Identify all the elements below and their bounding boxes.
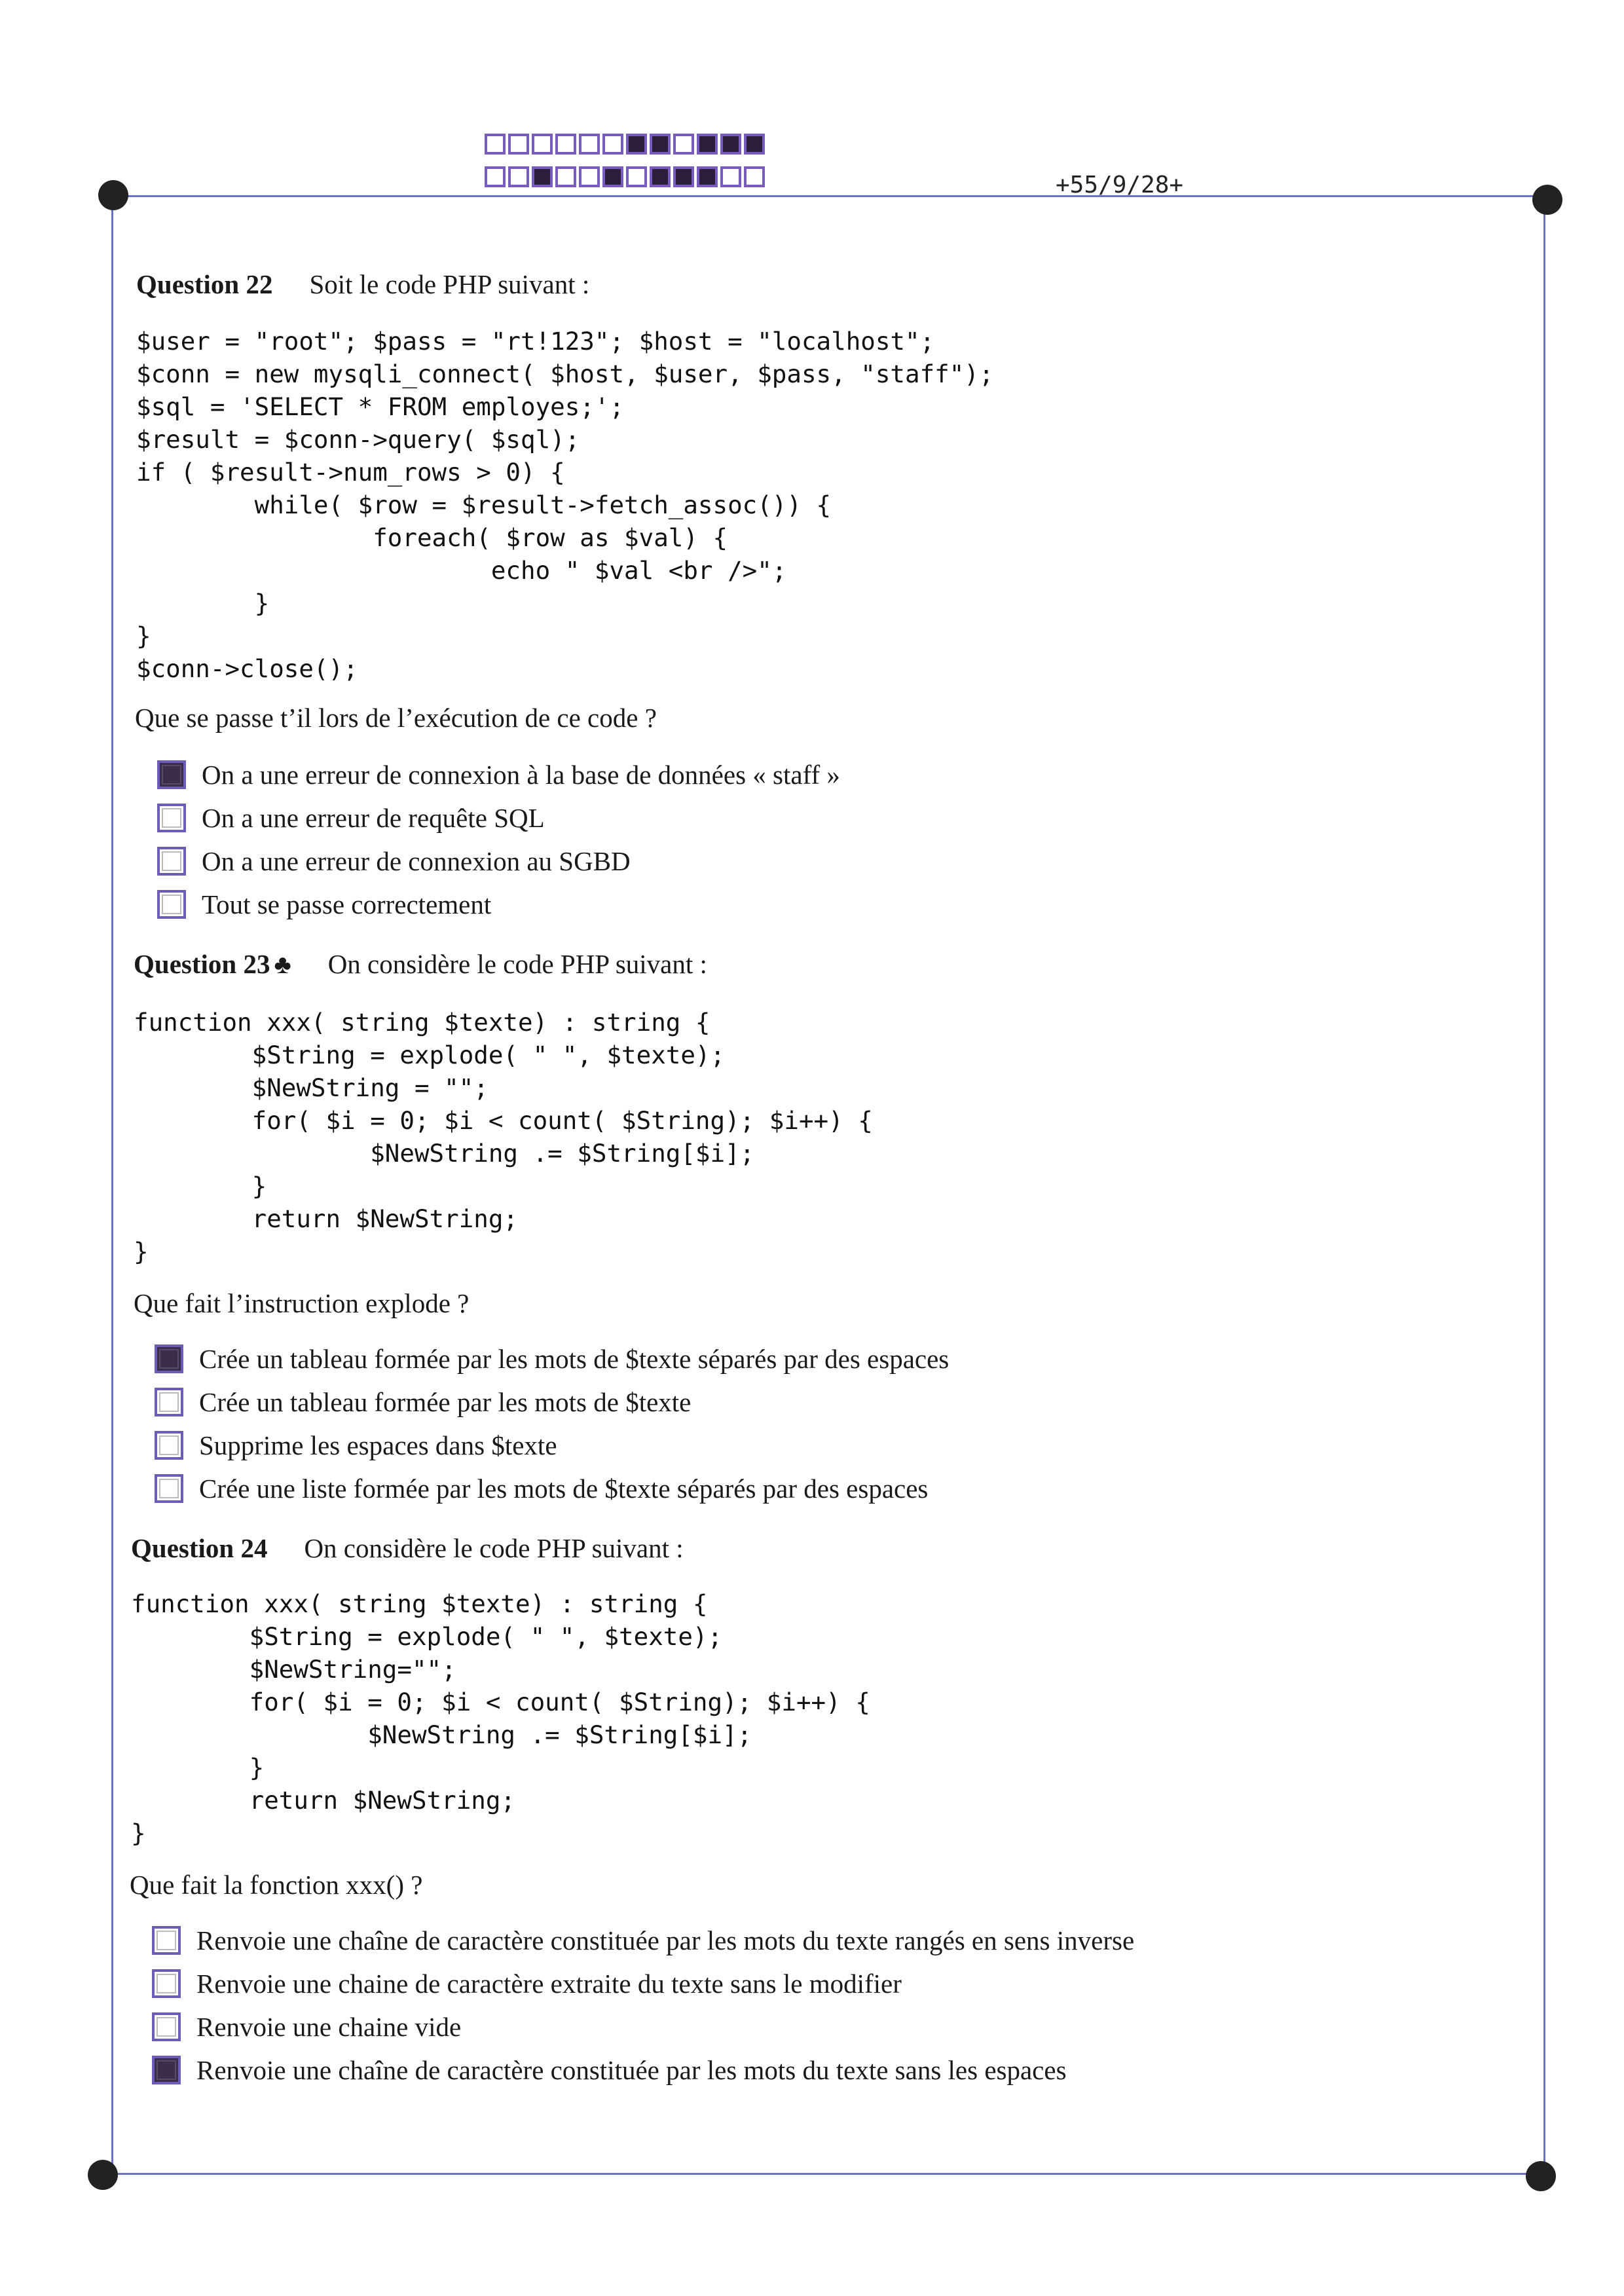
question-24-prompt: Que fait la fonction xxx() ? [130, 1870, 423, 1900]
answer-checkbox[interactable] [152, 1926, 181, 1955]
answer-label: Renvoie une chaine de caractère extraite du texte sans le modifier [196, 1969, 902, 1999]
barcode-cell [697, 134, 718, 155]
frame-left-line [111, 195, 113, 2173]
frame-top-line [113, 195, 1548, 197]
corner-marker-bottom-right [1526, 2161, 1556, 2191]
answer-checkbox[interactable] [157, 760, 186, 789]
answer-label: Renvoie une chaîne de caractère constituée par les mots du texte rangés en sens inverse [196, 1925, 1135, 1955]
question-23-answers [155, 1337, 949, 1510]
barcode-cell [602, 166, 623, 187]
barcode-cell [602, 134, 623, 155]
question-23-heading [134, 948, 707, 980]
answer-option[interactable] [157, 883, 840, 926]
answer-label: Renvoie une chaîne de caractère constituée par les mots du texte sans les espaces [196, 2055, 1067, 2085]
answer-option[interactable] [155, 1467, 949, 1510]
barcode-cell [744, 134, 765, 155]
barcode-cell [626, 134, 647, 155]
answer-checkbox[interactable] [157, 890, 186, 919]
answer-checkbox[interactable] [155, 1474, 183, 1503]
barcode-cell [579, 166, 600, 187]
answer-label: Supprime les espaces dans $texte [199, 1430, 557, 1460]
barcode-cell [508, 166, 529, 187]
page-id: +55/9/28+ [1056, 172, 1184, 198]
answer-label: On a une erreur de requête SQL [202, 803, 545, 833]
question-24-code: function xxx( string $texte) : string { $String = explode( " ", $texte); $NewString=""; for( $i = 0; $i < count( $String); $i++) { $NewString .= $String[$i]; } return $NewString; } [131, 1589, 870, 1847]
answer-option[interactable] [152, 1962, 1134, 2005]
answer-checkbox[interactable] [155, 1344, 183, 1373]
answer-option[interactable] [155, 1337, 949, 1380]
answer-label: On a une erreur de connexion à la base de données « staff » [202, 760, 840, 790]
question-22-heading [136, 268, 589, 300]
barcode-cell [532, 166, 553, 187]
answer-option[interactable] [157, 840, 840, 883]
barcode-cell [485, 166, 506, 187]
question-intro: On considère le code PHP suivant : [327, 949, 707, 979]
barcode-top [485, 134, 765, 155]
answer-label: Crée un tableau formée par les mots de $texte séparés par des espaces [199, 1344, 950, 1374]
barcode-cell [485, 134, 506, 155]
barcode-cell [532, 134, 553, 155]
barcode-cell [508, 134, 529, 155]
barcode-cell [579, 134, 600, 155]
answer-checkbox[interactable] [152, 1969, 181, 1998]
answer-option[interactable] [152, 2005, 1134, 2048]
barcode-bottom [485, 166, 765, 187]
answer-option[interactable] [157, 796, 840, 840]
corner-marker-top-left [98, 180, 128, 210]
barcode-cell [650, 166, 671, 187]
answer-option[interactable] [155, 1380, 949, 1424]
question-number: Question 24 [131, 1533, 268, 1563]
answer-checkbox[interactable] [155, 1431, 183, 1460]
question-24-heading [131, 1532, 684, 1564]
answer-option[interactable] [155, 1424, 949, 1467]
question-22-code: $user = "root"; $pass = "rt!123"; $host = "localhost"; $conn = new mysqli_connect( $host, $user, $pass, "staff"); $sql = 'SELECT * FROM employes;'; $result = $conn->query( $sql); if ( $result->num_rows > 0) { while( $row = $result->fetch_assoc()) { foreach( $row as $val) { echo " $val <br />"; } } $conn->close(); [136, 327, 994, 683]
barcode-cell [673, 166, 694, 187]
question-22-prompt: Que se passe t’il lors de l’exécution de ce code ? [135, 703, 657, 733]
frame-right-line [1543, 195, 1545, 2173]
barcode-cell [744, 166, 765, 187]
answer-label: Renvoie une chaine vide [196, 2012, 462, 2042]
question-24-answers [152, 1919, 1134, 2092]
question-intro: Soit le code PHP suivant : [309, 269, 590, 299]
answer-option[interactable] [152, 2048, 1134, 2092]
answer-checkbox[interactable] [152, 2012, 181, 2041]
answer-label: On a une erreur de connexion au SGBD [202, 846, 631, 876]
barcode-cell [650, 134, 671, 155]
barcode-cell [697, 166, 718, 187]
answer-label: Crée un tableau formée par les mots de $texte [199, 1387, 692, 1417]
barcode-cell [555, 134, 576, 155]
barcode-cell [720, 134, 741, 155]
answer-checkbox[interactable] [157, 804, 186, 832]
question-number: Question 22 [136, 269, 273, 299]
answer-label: Crée une liste formée par les mots de $texte séparés par des espaces [199, 1473, 929, 1504]
question-intro: On considère le code PHP suivant : [304, 1533, 684, 1563]
barcode-cell [673, 134, 694, 155]
barcode-cell [626, 166, 647, 187]
frame-bottom-line [102, 2173, 1543, 2175]
barcode-cell [720, 166, 741, 187]
question-23-prompt: Que fait l’instruction explode ? [134, 1288, 470, 1318]
question-23-code: function xxx( string $texte) : string { $String = explode( " ", $texte); $NewString = ""; for( $i = 0; $i < count( $String); $i++) { $NewString .= $String[$i]; } return $NewString; } [134, 1008, 873, 1266]
question-22-answers [157, 753, 840, 926]
club-icon: ♣ [274, 950, 291, 979]
answer-option[interactable] [157, 753, 840, 796]
answer-checkbox[interactable] [155, 1388, 183, 1416]
answer-label: Tout se passe correctement [202, 889, 492, 919]
barcode-cell [555, 166, 576, 187]
corner-marker-top-right [1532, 185, 1562, 215]
question-number: Question 23 [134, 949, 270, 979]
answer-checkbox[interactable] [152, 2056, 181, 2084]
answer-checkbox[interactable] [157, 847, 186, 876]
answer-option[interactable] [152, 1919, 1134, 1962]
corner-marker-bottom-left [88, 2160, 118, 2190]
